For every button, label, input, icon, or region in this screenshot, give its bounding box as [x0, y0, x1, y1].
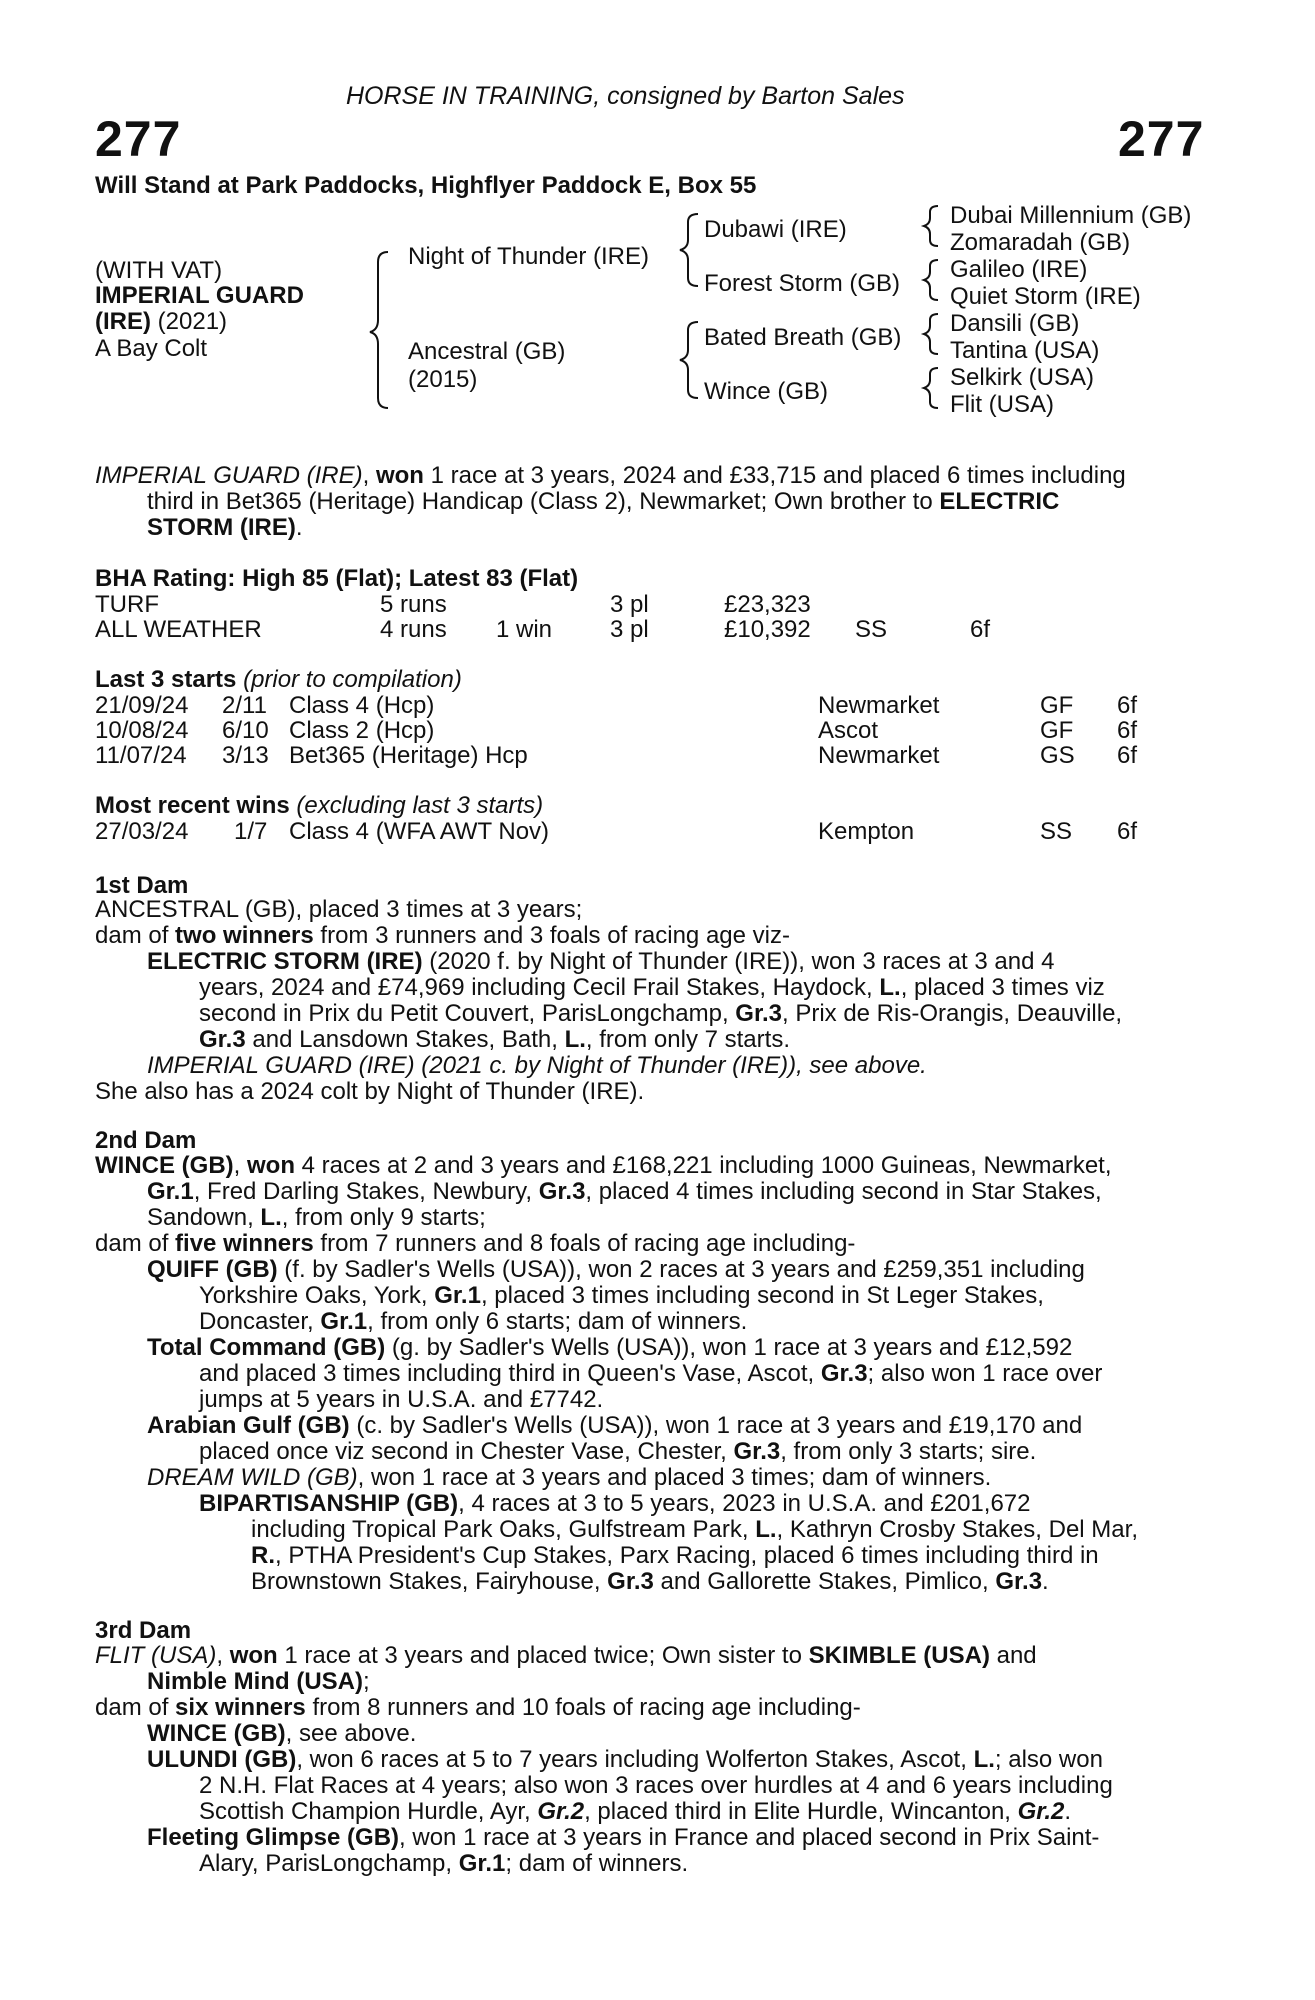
vat-status: (WITH VAT) [95, 257, 223, 284]
text: , placed 3 times including second in St Leger Stakes, [480, 1282, 1044, 1309]
wins-note: (excluding last 3 starts) [289, 792, 544, 819]
rating-title: BHA Rating: High 85 (Flat); Latest 83 (Flat) [95, 565, 579, 592]
summary-won: won [375, 462, 424, 489]
grade: Gr.3 [733, 1438, 781, 1465]
start-course: Newmarket [818, 692, 940, 719]
pedigree-sds: Galileo (IRE) [950, 256, 1088, 283]
text: and Lansdown Stakes, Bath, [245, 1026, 565, 1053]
win-course: Kempton [818, 818, 915, 845]
dam2-line [147, 1465, 991, 1491]
dam3-line [147, 1747, 1103, 1773]
dam2-line [147, 1335, 1072, 1361]
dam2-line [251, 1517, 1138, 1543]
sibling-name: Nimble Mind (USA) [147, 1668, 363, 1695]
text: 4 races at 2 and 3 years and £168,221 including 1000 Guineas, Newmarket, [295, 1152, 1112, 1179]
progeny-name: Total Command (GB) [147, 1334, 386, 1361]
grade: Gr.1 [434, 1282, 481, 1309]
win-going: SS [1040, 818, 1073, 845]
text: second in Prix du Petit Couvert, ParisLongchamp, [199, 1000, 736, 1027]
brace-sd [924, 260, 938, 300]
text: , Prix de Ris-Orangis, Deauville, [781, 1000, 1123, 1027]
rating-wins: 1 win [496, 616, 553, 643]
dam3-title: 3rd Dam [95, 1617, 192, 1644]
text: Scottish Champion Hurdle, Ayr, [199, 1798, 538, 1825]
summary-text-2: third in Bet365 (Heritage) Handicap (Class 2), Newmarket; Own brother to [147, 488, 940, 515]
start-race: Bet365 (Heritage) Hcp [289, 742, 528, 769]
text: from 3 runners and 3 foals of racing age viz- [313, 922, 790, 949]
text: ; dam of winners. [505, 1850, 689, 1877]
text: Doncaster, [199, 1308, 321, 1335]
dam2-line [199, 1283, 1044, 1309]
text: Yorkshire Oaks, York, [199, 1282, 435, 1309]
dam2-line [147, 1205, 486, 1231]
winners-count: six winners [175, 1694, 306, 1721]
dam1-line [199, 975, 1105, 1001]
dam1-line: IMPERIAL GUARD (IRE) (2021 c. by Night of Thunder (IRE)), see above. [147, 1052, 927, 1079]
grade: Gr.2 [1017, 1798, 1065, 1825]
grade: Gr.3 [735, 1000, 782, 1027]
rating-surface: TURF [95, 591, 159, 618]
grade: R. [251, 1542, 275, 1569]
text: , see above. [285, 1720, 417, 1747]
pedigree-dam-year: (2015) [408, 366, 478, 393]
start-position: 6/10 [222, 717, 269, 744]
progeny-name: QUIFF (GB) [147, 1256, 278, 1283]
brace-sire [680, 214, 698, 286]
start-dist: 6f [1117, 717, 1138, 744]
text: and Gallorette Stakes, Pimlico, [653, 1568, 996, 1595]
grade: L. [879, 974, 901, 1001]
rating-surface: ALL WEATHER [95, 616, 262, 643]
dam2-title: 2nd Dam [95, 1127, 197, 1154]
grade: Gr.1 [147, 1178, 194, 1205]
text: years, 2024 and £74,969 including Cecil Frail Stakes, Haydock, [199, 974, 880, 1001]
start-race: Class 2 (Hcp) [289, 717, 435, 744]
win-dist: 6f [1117, 818, 1138, 845]
text: . [1042, 1568, 1049, 1595]
summary-sibling: ELECTRIC [939, 488, 1060, 515]
dam1-line [199, 1027, 790, 1053]
pedigree-dsd: Tantina (USA) [950, 337, 1100, 364]
text: (f. by Sadler's Wells (USA)), won 2 races at 3 years and £259,351 including [277, 1256, 1085, 1283]
text: , won 1 race at 3 years and placed 3 times; dam of winners. [357, 1464, 992, 1491]
start-dist: 6f [1117, 742, 1138, 769]
grade: L. [260, 1204, 282, 1231]
text: Alary, ParisLongchamp, [199, 1850, 459, 1877]
start-date: 11/07/24 [95, 742, 187, 769]
brace-ss [924, 206, 938, 246]
rating-money: £10,392 [724, 616, 811, 643]
grade: L. [564, 1026, 586, 1053]
pedigree-dss: Dansili (GB) [950, 310, 1080, 337]
progeny-name: ELECTRIC STORM (IRE) [147, 948, 423, 975]
pedigree-ddd: Flit (USA) [950, 391, 1054, 418]
text: , 4 races at 3 to 5 years, 2023 in U.S.A. and £201,672 [458, 1490, 1031, 1517]
horse-description: A Bay Colt [95, 335, 208, 362]
grade: L. [755, 1516, 777, 1543]
text: , placed 4 times including second in Star Stakes, [585, 1178, 1102, 1205]
text: , PTHA President's Cup Stakes, Parx Racing, placed 6 times including third in [275, 1542, 1099, 1569]
pedigree-dam-sire: Bated Breath (GB) [704, 324, 902, 351]
won: won [229, 1642, 278, 1669]
text: 1 race at 3 years and placed twice; Own sister to [277, 1642, 809, 1669]
dam2-line [251, 1569, 1049, 1595]
text: , from only 3 starts; sire. [780, 1438, 1037, 1465]
text: , from only 9 starts; [281, 1204, 486, 1231]
winners-count: five winners [175, 1230, 314, 1257]
text: Brownstown Stakes, Fairyhouse, [251, 1568, 608, 1595]
text: dam of [95, 922, 176, 949]
grade: Gr.3 [538, 1178, 586, 1205]
winners-count: two winners [175, 922, 314, 949]
lot-number-right: 277 [1118, 111, 1205, 167]
rating-runs: 4 runs [380, 616, 447, 643]
start-position: 3/13 [222, 742, 269, 769]
start-going: GF [1040, 692, 1074, 719]
progeny-name: ULUNDI (GB) [147, 1746, 297, 1773]
win-date: 27/03/24 [95, 818, 189, 845]
brace-main [370, 252, 388, 408]
pedigree-dam-dam: Wince (GB) [704, 378, 829, 405]
text: , won 6 races at 5 to 7 years including Wolferton Stakes, Ascot, [296, 1746, 974, 1773]
grade: Gr.2 [537, 1798, 585, 1825]
dam3-line: 2 N.H. Flat Races at 4 years; also won 3 races over hurdles at 4 and 6 years including [199, 1772, 1113, 1799]
dam2-line [199, 1491, 1031, 1517]
rating-dist: 6f [970, 616, 991, 643]
text: dam of [95, 1694, 176, 1721]
progeny-name: WINCE (GB) [147, 1720, 286, 1747]
horse-name: IMPERIAL GUARD [95, 282, 304, 309]
grade: Gr.1 [458, 1850, 506, 1877]
progeny-name: BIPARTISANSHIP (GB) [199, 1490, 459, 1517]
dam3-line [95, 1643, 1037, 1669]
brace-ds [924, 314, 938, 354]
sibling-name: SKIMBLE (USA) [808, 1642, 990, 1669]
text: , placed 3 times viz [900, 974, 1105, 1001]
won: won [247, 1152, 295, 1179]
win-race: Class 4 (WFA AWT Nov) [289, 818, 550, 845]
pedigree-sss: Dubai Millennium (GB) [950, 202, 1192, 229]
grade: Gr.3 [995, 1568, 1043, 1595]
text: ; also won [994, 1746, 1103, 1773]
text: (c. by Sadler's Wells (USA)), won 1 race at 3 years and £19,170 and [349, 1412, 1083, 1439]
horse-country: (IRE) [95, 308, 151, 335]
dam2-line [147, 1413, 1082, 1439]
text: , from only 7 starts. [585, 1026, 790, 1053]
text: , Kathryn Crosby Stakes, Del Mar, [776, 1516, 1138, 1543]
pedigree-sire-dam: Forest Storm (GB) [704, 270, 901, 297]
start-dist: 6f [1117, 692, 1138, 719]
text: and placed 3 times including third in Queen's Vase, Ascot, [199, 1360, 821, 1387]
start-course: Ascot [818, 717, 879, 744]
progeny-name: DREAM WILD (GB) [147, 1464, 358, 1491]
start-date: 10/08/24 [95, 717, 189, 744]
dam2-line [251, 1543, 1099, 1569]
text: (g. by Sadler's Wells (USA)), won 1 race at 3 years and £12,592 [385, 1334, 1073, 1361]
rating-money: £23,323 [724, 591, 811, 618]
dam2-line [199, 1361, 1102, 1387]
text: . [1064, 1798, 1072, 1825]
text: and [989, 1642, 1037, 1669]
summary-line-3 [147, 515, 303, 541]
last3-heading [95, 666, 462, 694]
grade: Gr.1 [320, 1308, 368, 1335]
dam1-line [147, 949, 1054, 975]
dam1-line: ANCESTRAL (GB), placed 3 times at 3 years; [95, 896, 583, 923]
dam3-line [147, 1825, 1099, 1851]
dam2-line [95, 1231, 855, 1257]
last3-title: Last 3 starts [95, 666, 237, 693]
text: including Tropical Park Oaks, Gulfstream Park, [251, 1516, 756, 1543]
pedigree-sire: Night of Thunder (IRE) [408, 243, 649, 270]
lot-number-left: 277 [95, 111, 182, 167]
grade: Gr.3 [820, 1360, 868, 1387]
text: , [216, 1642, 230, 1669]
dam1-line: She also has a 2024 colt by Night of Thunder (IRE). [95, 1078, 645, 1105]
start-course: Newmarket [818, 742, 940, 769]
text: from 8 runners and 10 foals of racing age including- [305, 1694, 861, 1721]
text: , [233, 1152, 247, 1179]
start-position: 2/11 [222, 692, 267, 719]
dam1-line [95, 923, 790, 949]
text: , from only 6 starts; dam of winners. [367, 1308, 748, 1335]
wins-title: Most recent wins [95, 792, 290, 819]
text: ; also won 1 race over [867, 1360, 1103, 1387]
dam2-line [147, 1257, 1085, 1283]
summary-sibling-2: STORM (IRE) [147, 514, 296, 541]
text: , placed third in Elite Hurdle, Wincanton, [584, 1798, 1018, 1825]
rating-going: SS [855, 616, 888, 643]
start-going: GS [1040, 742, 1075, 769]
horse-year: (2021) [151, 308, 228, 335]
last3-note: (prior to compilation) [236, 666, 462, 693]
dam1-title: 1st Dam [95, 872, 189, 899]
pedigree-dam: Ancestral (GB) [408, 338, 566, 365]
summary-horse: IMPERIAL GUARD (IRE) [95, 462, 363, 489]
text: from 7 runners and 8 foals of racing age including- [313, 1230, 856, 1257]
rating-places: 3 pl [610, 591, 649, 618]
pedigree-ssd: Zomaradah (GB) [950, 229, 1131, 256]
dam2-line [199, 1309, 747, 1335]
text: ; [363, 1668, 370, 1695]
text: , Fred Darling Stakes, Newbury, [193, 1178, 539, 1205]
grade: Gr.3 [199, 1026, 246, 1053]
dam3-line [199, 1851, 688, 1877]
dam-name: WINCE (GB) [95, 1152, 234, 1179]
location: Will Stand at Park Paddocks, Highflyer Paddock E, Box 55 [95, 172, 757, 199]
summary-line-1 [95, 463, 1126, 489]
rating-runs: 5 runs [380, 591, 447, 618]
summary-line-2 [147, 489, 1059, 515]
summary-text: 1 race at 3 years, 2024 and £33,715 and placed 6 times including [423, 462, 1126, 489]
dam3-line [95, 1695, 861, 1721]
dam2-line [147, 1179, 1102, 1205]
wins-heading [95, 792, 543, 820]
summary-sep: , [362, 462, 376, 489]
start-date: 21/09/24 [95, 692, 189, 719]
progeny-name: Fleeting Glimpse (GB) [147, 1824, 400, 1851]
text: (2020 f. by Night of Thunder (IRE)), won 3 races at 3 and 4 [422, 948, 1055, 975]
dam1-line [199, 1001, 1122, 1027]
dam3-line [147, 1721, 416, 1747]
dam-name: FLIT (USA) [95, 1642, 217, 1669]
text: , won 1 race at 3 years in France and placed second in Prix Saint- [399, 1824, 1100, 1851]
progeny-name: Arabian Gulf (GB) [147, 1412, 350, 1439]
text: dam of [95, 1230, 176, 1257]
dam2-line [95, 1153, 1112, 1179]
dam3-line [147, 1669, 370, 1695]
grade: L. [973, 1746, 995, 1773]
text: Sandown, [147, 1204, 261, 1231]
text: placed once viz second in Chester Vase, Chester, [199, 1438, 734, 1465]
rating-places: 3 pl [610, 616, 649, 643]
grade: Gr.3 [607, 1568, 654, 1595]
dam2-line: jumps at 5 years in U.S.A. and £7742. [199, 1386, 604, 1413]
dam3-line [199, 1799, 1071, 1825]
start-going: GF [1040, 717, 1074, 744]
brace-dd [924, 368, 938, 408]
catalogue-subtitle: HORSE IN TRAINING, consigned by Barton Sales [346, 82, 905, 110]
summary-end: . [295, 514, 303, 541]
win-position: 1/7 [234, 818, 268, 845]
pedigree-sdd: Quiet Storm (IRE) [950, 283, 1141, 310]
pedigree-dds: Selkirk (USA) [950, 364, 1095, 391]
pedigree-sire-sire: Dubawi (IRE) [704, 216, 847, 243]
brace-dam [680, 322, 698, 398]
start-race: Class 4 (Hcp) [289, 692, 435, 719]
dam2-line [199, 1439, 1036, 1465]
